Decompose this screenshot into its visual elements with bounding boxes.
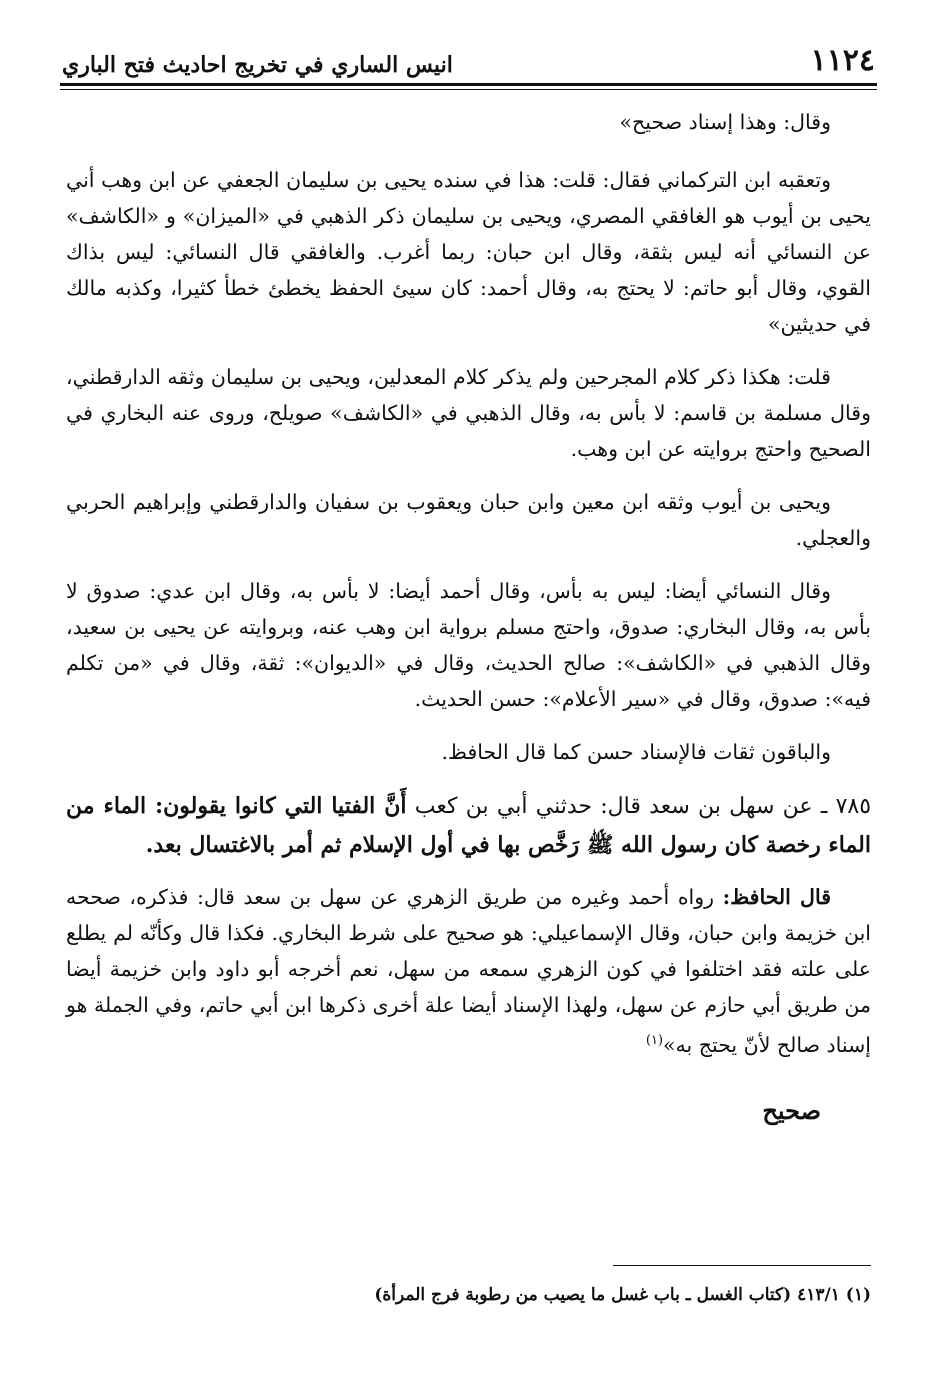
paragraph-1: وقال: وهذا إسناد صحيح» [619,110,831,134]
hadith-grade: صحيح [762,1095,821,1125]
footnote-reference: (١) [645,1033,664,1048]
paragraph-6: والباقون ثقات فالإسناد حسن كما قال الحافظ. [441,740,831,764]
page-header [62,32,875,76]
paragraph-4: ويحيى بن أيوب وثقه ابن معين وابن حبان ويعقوب بن سفيان والدارقطني وإبراهيم الحربي والعجلي. [66,490,871,550]
footnote: (١) ٤١٣/١ (كتاب الغسل ـ باب غسل ما يصيب من رطوبة فرج المرأة) [374,1285,871,1305]
paragraph-3: قلت: هكذا ذكر كلام المجرحين ولم يذكر كلام المعدلين، ويحيى بن سليمان وثقه الدارقطني، وقال مسلمة بن قاسم: لا بأس به، وقال الذهبي في «الكاشف» صويلح، وروى عنه البخاري في الصحيح واحتج بروايته عن ابن وهب. [66,365,871,461]
page-number: ١١٢٤ [810,43,875,78]
hadith-prefix: ٧٨٥ ـ عن سهل بن سعد قال: حدثني أبي بن كعب [414,794,872,819]
body-text [66,104,871,1129]
hafiz-label: قال الحافظ: [722,885,831,909]
header-rule-thin [60,89,877,90]
header-rule [60,83,877,86]
hadith-text [66,787,871,865]
hadith-matn: أَنَّ الفتيا التي كانوا يقولون: الماء من الماء رخصة كان رسول الله ﷺ رَخَّص بها في أول الإسلام ثم أمر بالاغتسال بعد. [66,793,871,858]
book-title: انيس الساري في تخريج احاديث فتح الباري [62,52,453,78]
hafiz-commentary [66,879,871,1063]
footnote-rule [613,1265,871,1266]
paragraph-2: وتعقبه ابن التركماني فقال: قلت: هذا في سنده يحيى بن سليمان الجعفي عن ابن وهب أني يحيى بن أيوب هو الغافقي المصري، ويحيى بن سليمان ذكر الذهبي في «الميزان» و «الكاشف» عن النسائي أنه ليس بثقة، وقال ابن حبان: ربما أغرب. والغافقي قال النسائي: ليس بذاك القوي، وقال أبو حاتم: لا يحتج به، وقال أحمد: كان سيئ الحفظ يخطئ خطأ كثيرا، وكذبه مالك في حديثين» [66,168,871,336]
hafiz-text: رواه أحمد وغيره من طريق الزهري عن سهل بن سعد قال: فذكره، صححه ابن خزيمة وابن حبان، وقال الإسماعيلي: هو صحيح على شرط البخاري. فكذا قال وكأنّه لم يطلع على علته فقد اختلفوا في كون الزهري سمعه من سهل، نعم أخرجه أبو داود وابن خزيمة أيضا من طريق أبي حازم عن سهل، ولهذا الإسناد أيضا علة أخرى ذكرها ابن أبي حاتم، وفي الجملة هو إسناد صالح لأنّ يحتج به» [66,885,871,1057]
paragraph-5: وقال النسائي أيضا: ليس به بأس، وقال أحمد أيضا: لا بأس به، وقال ابن عدي: صدوق لا بأس به، وقال البخاري: صدوق، واحتج مسلم برواية ابن وهب عنه، وبروايته عن يحيى بن سعيد، وقال الذهبي في «الكاشف»: صالح الحديث، وقال في «الديوان»: ثقة، وقال في «من تكلم فيه»: صدوق، وقال في «سير الأعلام»: حسن الحديث. [66,579,871,711]
